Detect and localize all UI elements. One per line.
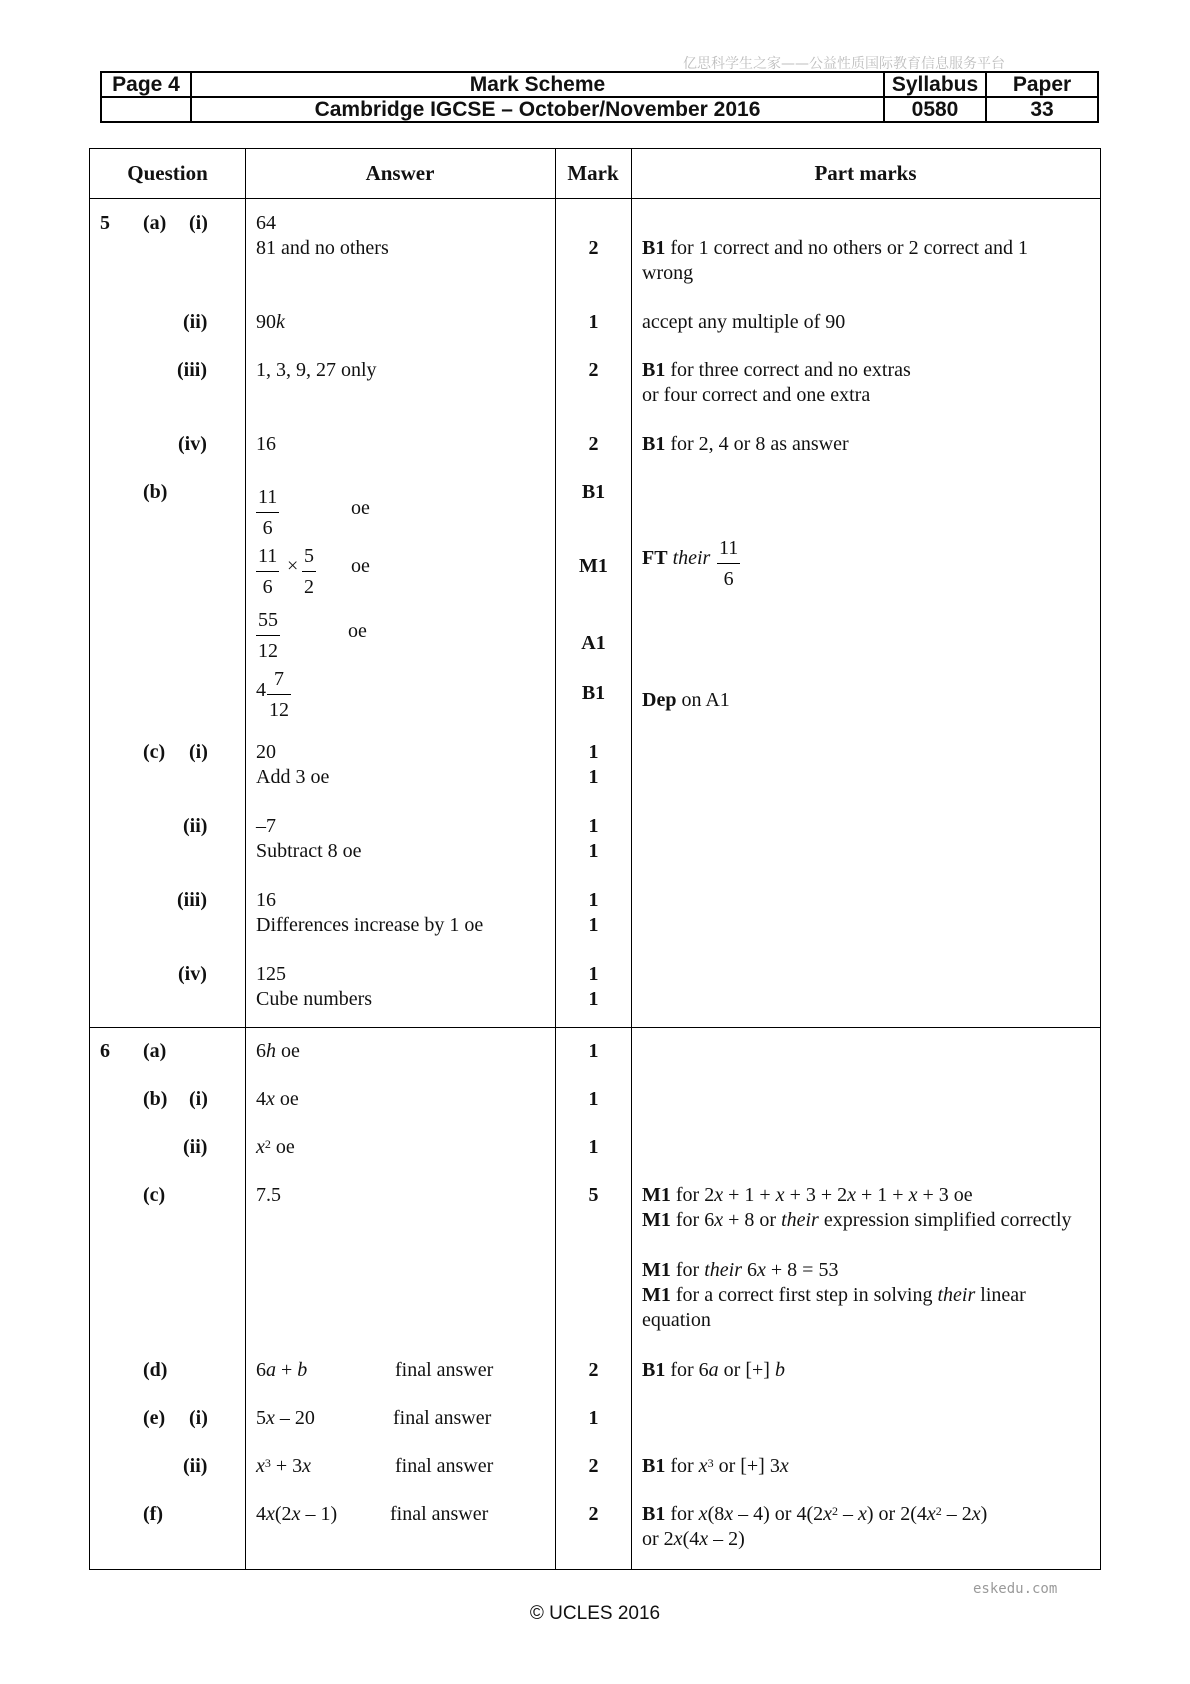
- fraction: $\frac{55}{12}$: [256, 605, 280, 666]
- question-part: (c): [143, 1184, 166, 1206]
- answer-text: 90k: [256, 311, 285, 333]
- times-sign: ×: [287, 555, 299, 577]
- answer-text: 20: [256, 741, 276, 763]
- final-answer-label: final answer: [395, 1455, 494, 1477]
- question-subpart: (iii): [177, 889, 207, 911]
- question-part: (e): [143, 1407, 166, 1429]
- column-divider: [245, 149, 246, 1569]
- fraction: $\frac{7}{12}$: [267, 664, 291, 725]
- answer-text: 6a + b: [256, 1359, 308, 1381]
- mark-value: 1: [588, 741, 599, 763]
- part-marks-text: B1 for 2, 4 or 8 as answer: [642, 433, 849, 455]
- mark-value: 1: [588, 815, 599, 837]
- answer-text: $x^3 + 3x$: [256, 1455, 312, 1477]
- paper-label: Paper: [986, 72, 1098, 97]
- question-subpart: (ii): [183, 815, 208, 837]
- part-marks-text: or 2x(4x – 2): [642, 1528, 745, 1550]
- answer-text: 4x oe: [256, 1088, 299, 1110]
- mark-value: 2: [588, 1455, 599, 1477]
- mark-value: M1: [579, 555, 608, 577]
- mixed-number-whole: 4: [256, 679, 266, 701]
- mark-value: B1: [581, 481, 606, 503]
- mark-value: 1: [588, 963, 599, 985]
- column-header-mark: Mark: [567, 161, 619, 185]
- part-marks-text: Dep on A1: [642, 689, 730, 711]
- question-number: 6: [100, 1040, 110, 1062]
- part-marks-text: B1 for $x^3$ or [+] 3x: [642, 1455, 789, 1477]
- answer-oe: oe: [351, 497, 370, 519]
- mark-value: 1: [588, 914, 599, 936]
- answer-text: 6h oe: [256, 1040, 300, 1062]
- question-subpart: (iv): [178, 433, 207, 455]
- answer-text: 1, 3, 9, 27 only: [256, 359, 377, 381]
- answer-oe: oe: [348, 620, 367, 642]
- header-title: Mark Scheme: [191, 72, 884, 97]
- syllabus-label: Syllabus: [884, 72, 986, 97]
- column-header-question: Question: [127, 161, 208, 185]
- mark-value: 2: [588, 359, 599, 381]
- column-header-answer: Answer: [365, 161, 435, 185]
- copyright-footer: © UCLES 2016: [529, 1603, 661, 1624]
- question-divider: [90, 1027, 1100, 1028]
- answer-text: 16: [256, 433, 276, 455]
- answer-oe: oe: [351, 555, 370, 577]
- part-marks-text: B1 for 6a or [+] b: [642, 1359, 785, 1381]
- answer-text: 7.5: [256, 1184, 281, 1206]
- answer-text: 4x(2x – 1): [256, 1503, 338, 1525]
- answer-text: 16: [256, 889, 276, 911]
- fraction: $\frac{11}{6}$: [717, 533, 740, 594]
- question-subpart: (ii): [183, 1455, 208, 1477]
- question-subpart: (iii): [177, 359, 207, 381]
- part-marks-text: M1 for 2x + 1 + x + 3 + 2x + 1 + x + 3 oe: [642, 1184, 973, 1206]
- part-marks-text: B1 for 1 correct and no others or 2 correct and 1 wrong: [642, 237, 1028, 284]
- question-subpart: (i): [189, 212, 208, 234]
- question-part: (d): [143, 1359, 168, 1381]
- watermark-bottom: eskedu.com: [973, 1581, 1058, 1597]
- part-marks-text: M1 for a correct first step in solving their linear equation: [642, 1284, 1026, 1331]
- mark-value: 5: [588, 1184, 599, 1206]
- paper-number: 33: [986, 97, 1098, 122]
- part-marks-text: accept any multiple of 90: [642, 311, 846, 333]
- exam-title: Cambridge IGCSE – October/November 2016: [191, 97, 884, 122]
- fraction: $\frac{5}{2}$: [302, 541, 316, 602]
- answer-text: $x^2$ oe: [256, 1136, 295, 1158]
- mark-value: 1: [588, 889, 599, 911]
- part-marks-text: B1 for three correct and no extras: [642, 359, 911, 381]
- mark-value: 1: [588, 1088, 599, 1110]
- page-header: [100, 71, 1099, 123]
- syllabus-code: 0580: [884, 97, 986, 122]
- answer-text: Cube numbers: [256, 988, 373, 1010]
- answer-text: Differences increase by 1 oe: [256, 914, 484, 936]
- mark-value: B1: [581, 682, 606, 704]
- column-divider: [631, 149, 632, 1569]
- mark-value: 1: [588, 311, 599, 333]
- question-part: (a): [143, 212, 167, 234]
- answer-text: –7: [256, 815, 276, 837]
- question-part: (f): [143, 1503, 163, 1525]
- column-header-part-marks: Part marks: [814, 161, 917, 185]
- part-marks-text: or four correct and one extra: [642, 384, 871, 406]
- mark-value: 2: [588, 237, 599, 259]
- header-divider: [90, 198, 1100, 199]
- watermark-top: 亿思科学生之家——公益性质国际教育信息服务平台: [683, 56, 1005, 72]
- question-subpart: (ii): [183, 1136, 208, 1158]
- answer-text: 125: [256, 963, 286, 985]
- mark-value: 1: [588, 1040, 599, 1062]
- part-marks-text: M1 for their 6x + 8 = 53: [642, 1259, 839, 1281]
- part-marks-text: FT their: [642, 547, 711, 569]
- mark-value: 1: [588, 766, 599, 788]
- fraction: $\frac{11}{6}$: [256, 541, 279, 602]
- mark-value: 2: [588, 1359, 599, 1381]
- mark-scheme-table: [89, 148, 1101, 1570]
- question-part: (a): [143, 1040, 167, 1062]
- mark-value: 1: [588, 1407, 599, 1429]
- fraction: $\frac{11}{6}$: [256, 482, 279, 543]
- question-subpart: (i): [189, 1407, 208, 1429]
- final-answer-label: final answer: [393, 1407, 492, 1429]
- question-part: (b): [143, 481, 168, 503]
- mark-value: 2: [588, 1503, 599, 1525]
- question-subpart: (ii): [183, 311, 208, 333]
- question-subpart: (i): [189, 1088, 208, 1110]
- answer-text: 81 and no others: [256, 237, 389, 259]
- part-marks-text: B1 for x(8x – 4) or $4(2x^2 - x)$ or $2(4x^2 - 2x)$: [642, 1503, 988, 1525]
- mark-value: 2: [588, 433, 599, 455]
- final-answer-label: final answer: [395, 1359, 494, 1381]
- question-subpart: (i): [189, 741, 208, 763]
- question-part: (c): [143, 741, 166, 763]
- question-part: (b): [143, 1088, 168, 1110]
- question-subpart: (iv): [178, 963, 207, 985]
- answer-text: 5x – 20: [256, 1407, 315, 1429]
- part-marks-text: M1 for 6x + 8 or their expression simplified correctly: [642, 1209, 1072, 1231]
- page-number: Page 4: [101, 72, 191, 97]
- final-answer-label: final answer: [390, 1503, 489, 1525]
- question-number: 5: [100, 212, 110, 234]
- answer-text: Subtract 8 oe: [256, 840, 362, 862]
- mark-value: 1: [588, 840, 599, 862]
- mark-value: 1: [588, 1136, 599, 1158]
- mark-value: 1: [588, 988, 599, 1010]
- mark-value: A1: [581, 632, 606, 654]
- answer-text: Add 3 oe: [256, 766, 330, 788]
- answer-text: 64: [256, 212, 276, 234]
- header-blank: [101, 97, 191, 122]
